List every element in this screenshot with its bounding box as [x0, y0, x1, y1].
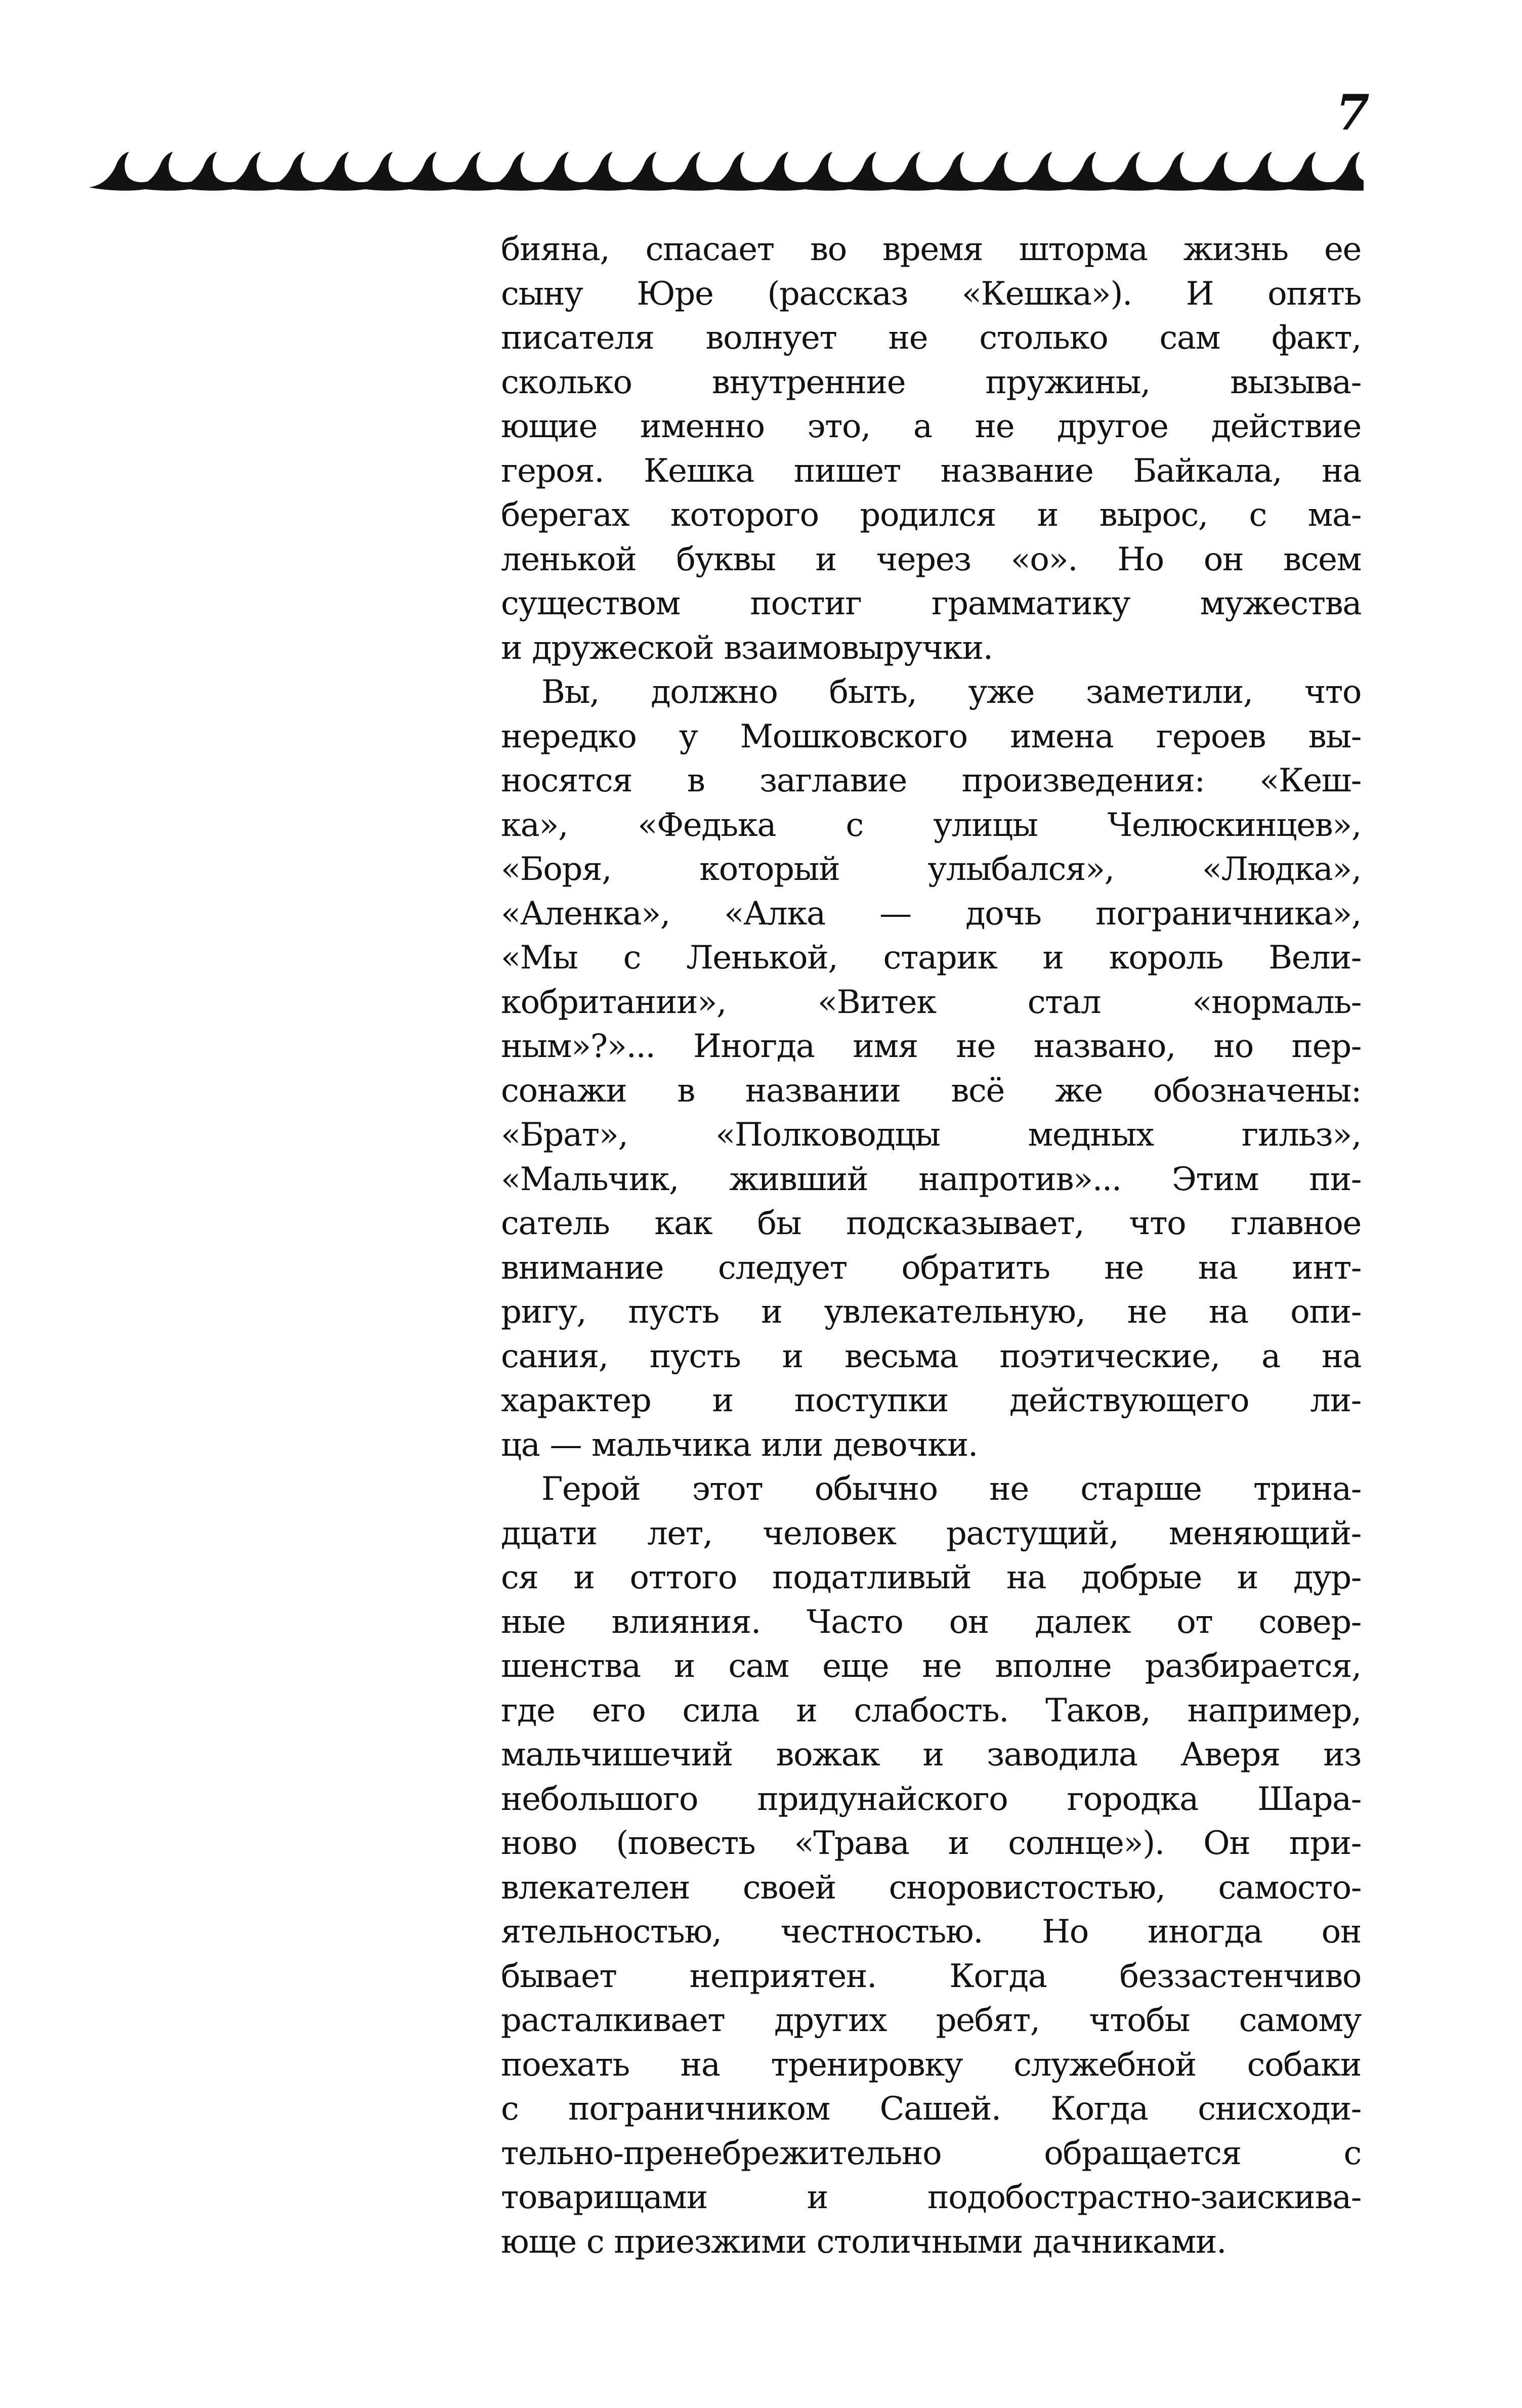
text-line: мальчишечий вожак и заводила Аверя из [501, 1736, 1361, 1773]
text-line: кобритании», «Витек стал «нормаль- [501, 983, 1361, 1021]
text-line: ющие именно это, а не другое действие [501, 408, 1361, 445]
text-line: сыну Юре (рассказ «Кешка»). И опять [501, 275, 1361, 313]
wave-border-icon [89, 147, 1364, 195]
text-line: сколько внутренние пружины, вызыва- [501, 363, 1361, 401]
text-line: где его сила и слабость. Таков, например, [501, 1692, 1361, 1729]
paragraph [501, 1467, 1361, 2264]
text-line: ленькой буквы и через «о». Но он всем [501, 540, 1361, 578]
text-line: внимание следует обратить не на инт- [501, 1249, 1361, 1287]
text-line: и дружеской взаимовыручки. [501, 629, 993, 667]
text-line: поехать на тренировку служебной собаки [501, 2046, 1361, 2084]
text-line: ново (повесть «Трава и солнце»). Он при- [501, 1825, 1361, 1862]
paragraph [501, 670, 1361, 1467]
text-line: Герой этот обычно не старше трина- [541, 1470, 1361, 1508]
text-line: небольшого придунайского городка Шара- [501, 1780, 1361, 1818]
text-line: «Боря, который улыбался», «Людка», [501, 851, 1361, 888]
text-line: «Мальчик, живший напротив»... Этим пи- [501, 1160, 1361, 1198]
page-number: 7 [1336, 84, 1370, 141]
text-line: юще с приезжими столичными дачниками. [501, 2223, 1227, 2261]
text-line: героя. Кешка пишет название Байкала, на [501, 452, 1361, 490]
text-line: «Брат», «Полководцы медных гильз», [501, 1116, 1361, 1154]
text-line: бияна, спасает во время шторма жизнь ее [501, 231, 1361, 268]
text-line: носятся в заглавие произведения: «Кеш- [501, 762, 1361, 799]
text-line: с пограничником Сашей. Когда снисходи- [501, 2090, 1361, 2128]
text-line: писателя волнует не столько сам факт, [501, 319, 1361, 357]
text-line: Вы, должно быть, уже заметили, что [541, 673, 1361, 711]
text-line: характер и поступки действующего ли- [501, 1382, 1361, 1419]
text-line: ятельностью, честностью. Но иногда он [501, 1913, 1361, 1951]
text-line: ные влияния. Часто он далек от совер- [501, 1603, 1361, 1641]
text-line: существом постиг грамматику мужества [501, 585, 1361, 622]
text-line: «Мы с Ленькой, старик и король Вели- [501, 939, 1361, 977]
article-text [501, 228, 1361, 2264]
text-line: сонажи в названии всё же обозначены: [501, 1072, 1361, 1110]
text-line: тельно-пренебрежительно обращается с [501, 2134, 1361, 2172]
text-line: расталкивает других ребят, чтобы самому [501, 2002, 1361, 2039]
text-line: ным»?»... Иногда имя не названо, но пер- [501, 1028, 1361, 1065]
text-line: нередко у Мошковского имена героев вы- [501, 717, 1361, 755]
text-line: влекателен своей сноровистостью, самосто- [501, 1869, 1361, 1907]
text-line: сатель как бы подсказывает, что главное [501, 1205, 1361, 1242]
text-line: ригу, пусть и увлекательную, не на опи- [501, 1293, 1361, 1331]
text-line: берегах которого родился и вырос, с ма- [501, 496, 1361, 534]
text-line: дцати лет, человек растущий, меняющий- [501, 1514, 1361, 1552]
paragraph [501, 228, 1361, 670]
text-line: шенства и сам еще не вполне разбирается, [501, 1647, 1361, 1685]
text-line: ца — мальчика или девочки. [501, 1426, 978, 1464]
text-line: сания, пусть и весьма поэтические, а на [501, 1337, 1361, 1375]
text-line: ся и оттого податливый на добрые и дур- [501, 1559, 1361, 1596]
text-line: товарищами и подобострастно-заискива- [501, 2179, 1361, 2216]
text-line: «Аленка», «Алка — дочь пограничника», [501, 895, 1361, 933]
text-line: ка», «Федька с улицы Челюскинцев», [501, 806, 1361, 844]
text-line: бывает неприятен. Когда беззастенчиво [501, 1957, 1361, 1995]
